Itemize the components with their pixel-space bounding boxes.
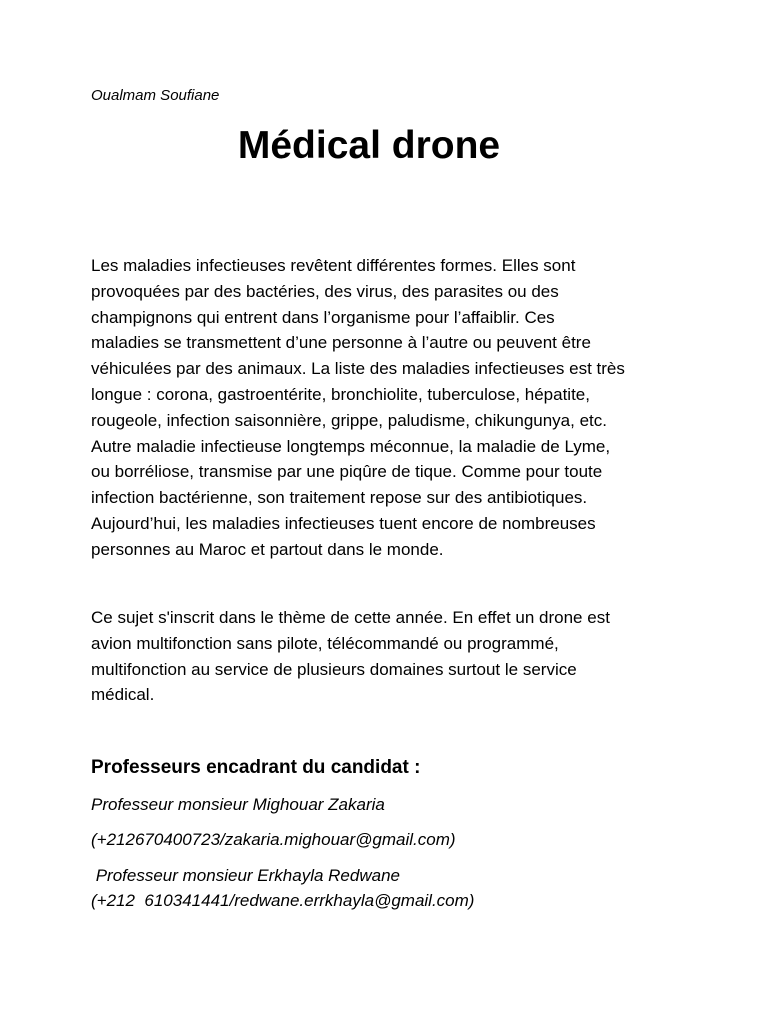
paragraph-line: provoquées par des bactéries, des virus, des parasites ou des bbox=[91, 281, 559, 301]
paragraph-line: infection bactérienne, son traitement repose sur des antibiotiques. bbox=[91, 488, 588, 508]
paragraph-line: Les maladies infectieuses revêtent différentes formes. Elles sont bbox=[91, 256, 576, 275]
paragraph-line: avion multifonction sans pilote, télécommandé ou programmé, bbox=[91, 633, 559, 653]
intro-paragraph bbox=[91, 253, 691, 563]
paragraph-line: Ce sujet s'inscrit dans le thème de cette année. En effet un drone est bbox=[91, 608, 610, 627]
supervisor-2-contact: (+212 610341441/redwane.errkhayla@gmail.com) bbox=[91, 891, 475, 910]
paragraph-line: Aujourd’hui, les maladies infectieuses tuent encore de nombreuses bbox=[91, 513, 596, 533]
paragraph-line: ou borréliose, transmise par une piqûre de tique. Comme pour toute bbox=[91, 462, 603, 482]
supervisor-1-name: Professeur monsieur Mighouar Zakaria bbox=[91, 795, 385, 814]
paragraph-line: véhiculées par des animaux. La liste des maladies infectieuses est très bbox=[91, 359, 625, 379]
paragraph-line: médical. bbox=[91, 685, 155, 705]
paragraph-line: longue : corona, gastroentérite, bronchiolite, tuberculose, hépatite, bbox=[91, 384, 590, 404]
paragraph-line: Autre maladie infectieuse longtemps méconnue, la maladie de Lyme, bbox=[91, 436, 611, 456]
paragraph-line: multifonction au service de plusieurs domaines surtout le service bbox=[91, 659, 577, 679]
paragraph-line: personnes au Maroc et partout dans le monde. bbox=[91, 539, 444, 559]
document-title: Médical drone bbox=[237, 124, 501, 167]
supervisors-heading: Professeurs encadrant du candidat : bbox=[91, 757, 421, 778]
paragraph-line: rougeole, infection saisonnière, grippe, paludisme, chikungunya, etc. bbox=[91, 410, 607, 430]
supervisor-1-contact: (+212670400723/zakaria.mighouar@gmail.com) bbox=[91, 830, 456, 849]
topic-paragraph bbox=[91, 605, 691, 708]
author-name: Oualmam Soufiane bbox=[91, 87, 220, 104]
supervisor-2-name: Professeur monsieur Erkhayla Redwane bbox=[91, 866, 400, 885]
paragraph-line: maladies se transmettent d’une personne à l’autre ou peuvent être bbox=[91, 333, 591, 353]
paragraph-line: champignons qui entrent dans l’organisme pour l’affaiblir. Ces bbox=[91, 307, 555, 327]
